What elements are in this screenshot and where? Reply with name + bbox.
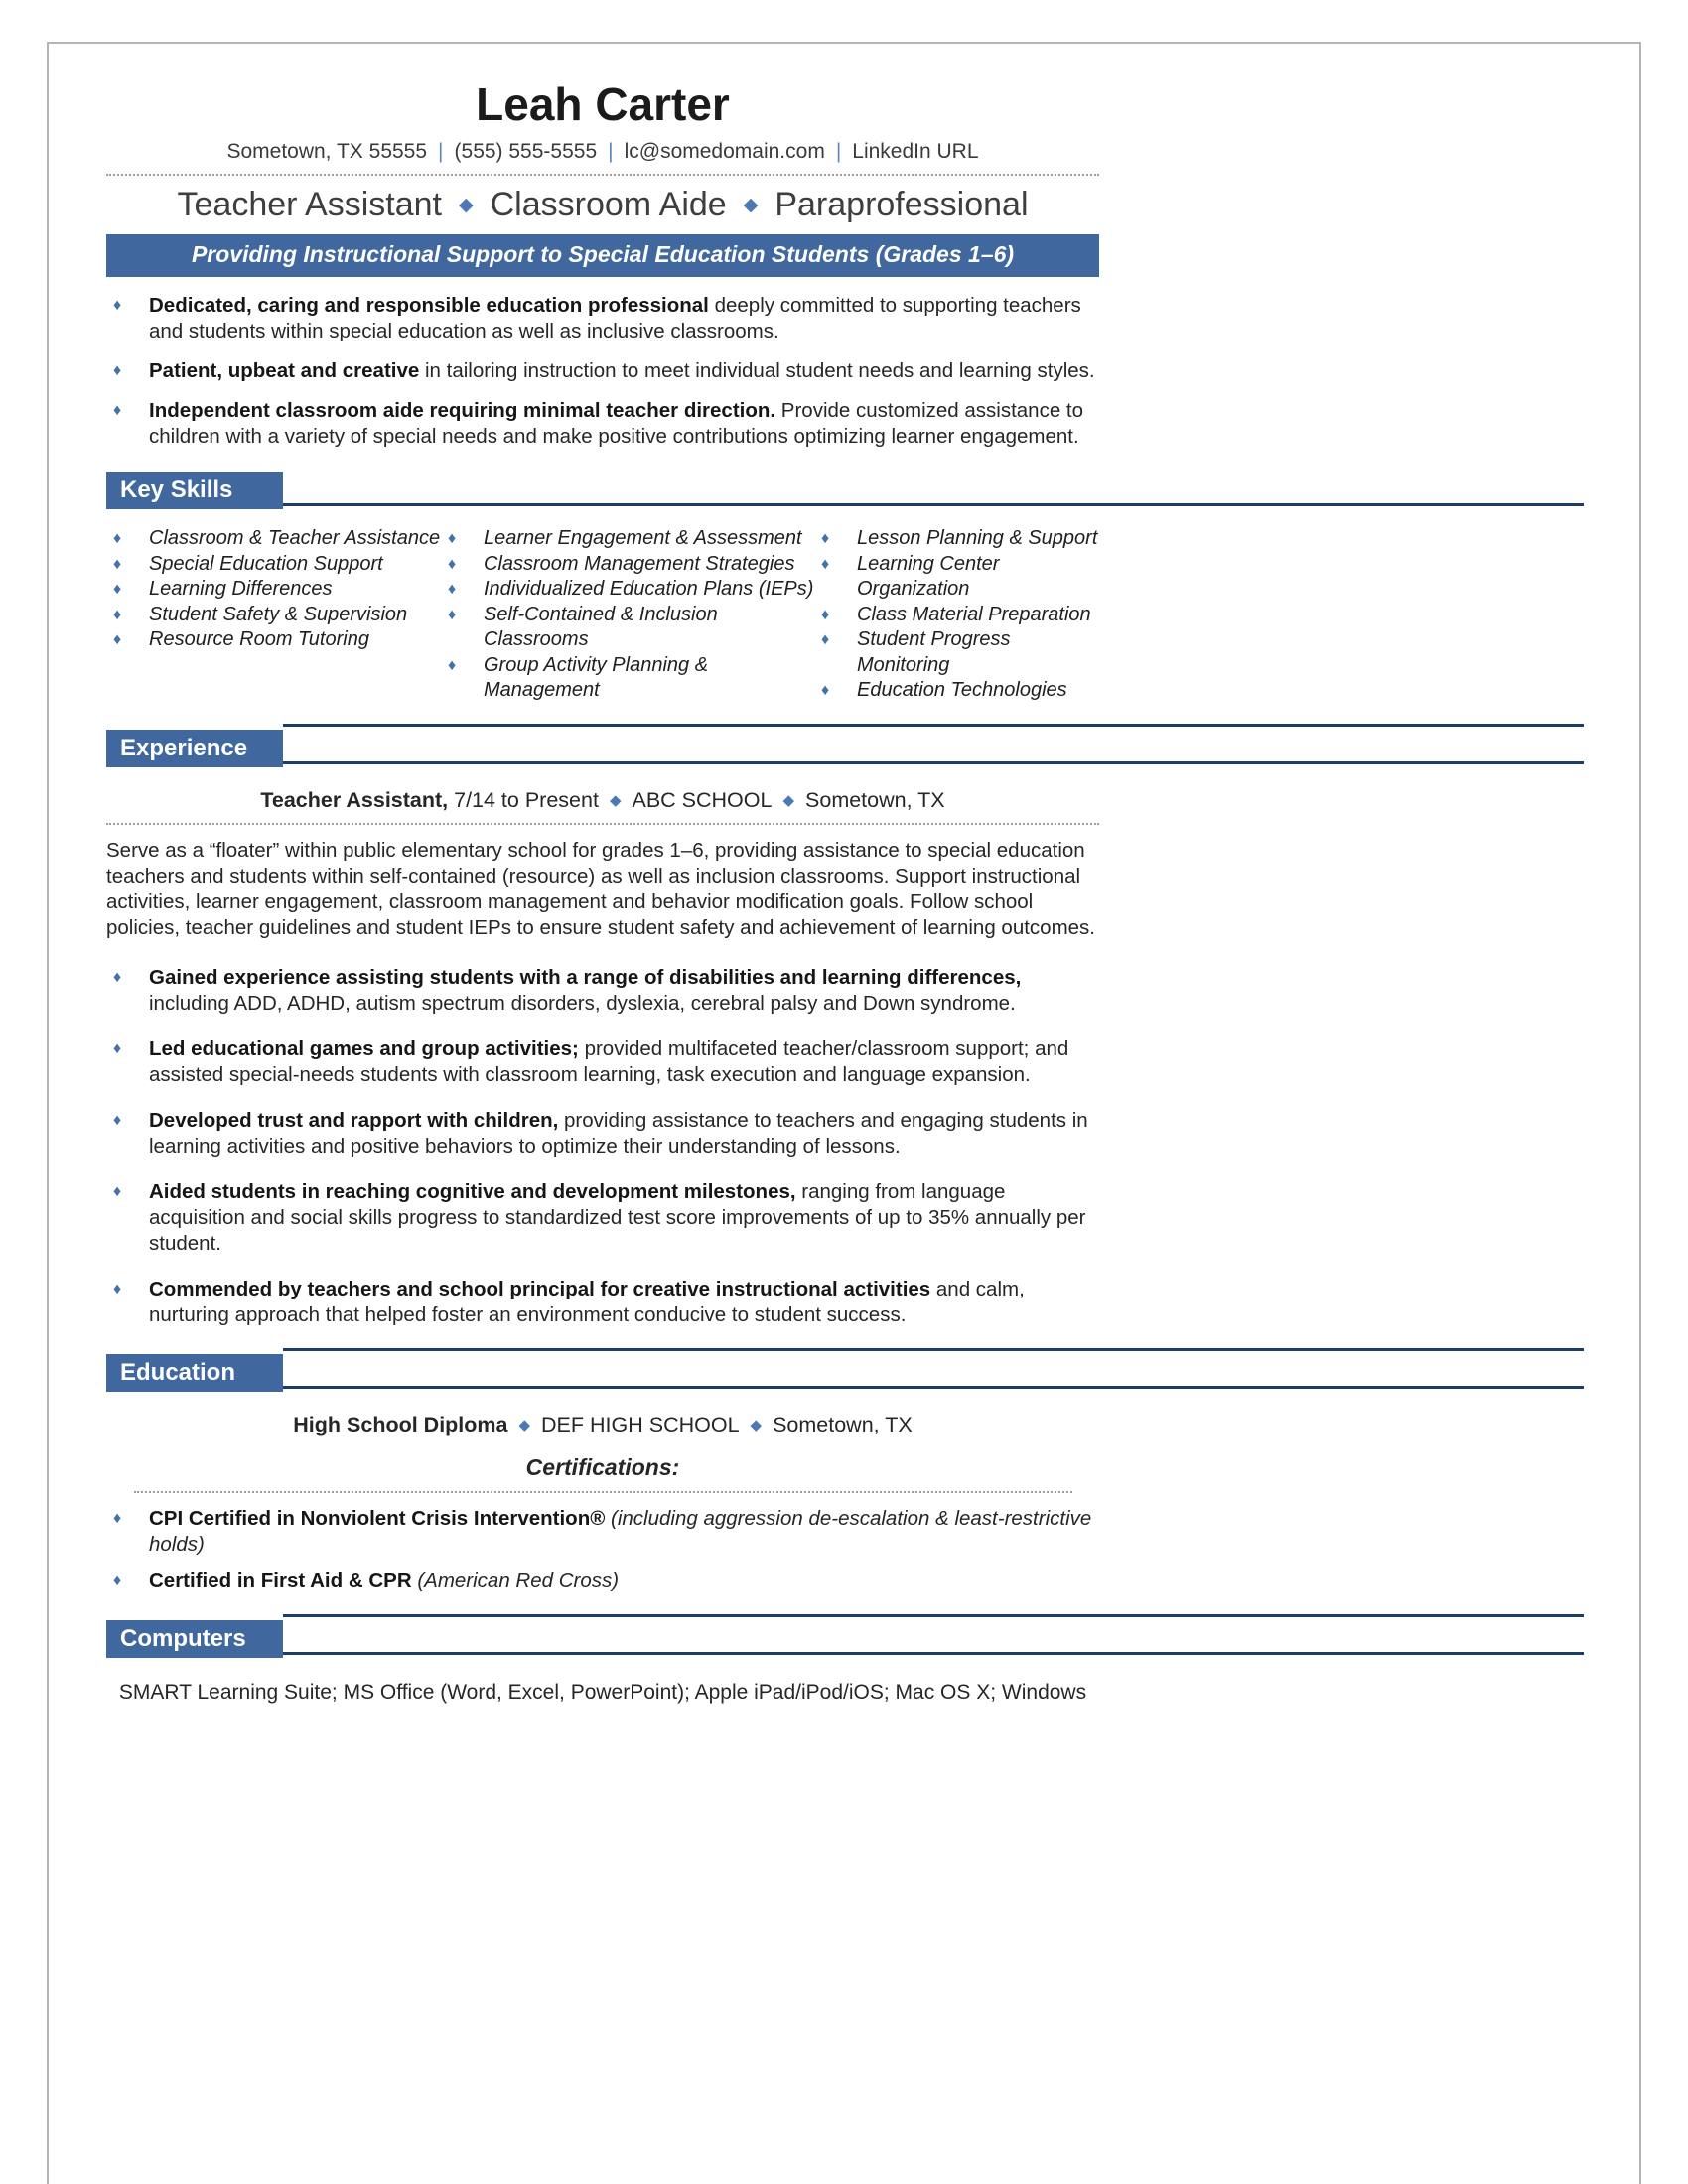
certifications-list	[106, 1506, 1099, 1594]
skill-text: Group Activity Planning & Management	[484, 653, 709, 701]
skill-item	[441, 552, 814, 578]
computer-skills-text: SMART Learning Suite; MS Office (Word, Excel, PowerPoint); Apple iPad/iPod/iOS; Mac OS X; Windows	[118, 1680, 1087, 1704]
skill-item	[814, 678, 1099, 704]
contact-email: lc@somedomain.com	[624, 140, 825, 163]
skill-item	[106, 603, 441, 628]
diamond-bullet-icon: ♦	[113, 555, 122, 573]
diamond-bullet-icon: ♦	[821, 606, 830, 623]
skill-item	[814, 552, 1099, 603]
bullet-lead: Commended by teachers and school principal for creative instructional activities	[149, 1277, 931, 1300]
contact-linkedin: LinkedIn URL	[852, 140, 979, 163]
diamond-bullet-icon: ♦	[113, 1039, 122, 1057]
bullet-lead: Patient, upbeat and creative	[149, 359, 420, 382]
bullet-lead: Dedicated, caring and responsible education professional	[149, 294, 709, 317]
diamond-separator-icon: ◆	[782, 791, 795, 809]
skill-text: Education Technologies	[857, 679, 1067, 701]
diamond-bullet-icon: ♦	[113, 606, 122, 623]
bullet-rest: and calm, nurturing approach that helped foster an environment conducive to student success.	[149, 1277, 1025, 1326]
section-header-education	[106, 1354, 1584, 1392]
skill-item	[106, 526, 441, 552]
diamond-bullet-icon: ♦	[448, 606, 457, 623]
school-location: Sometown, TX	[773, 1412, 913, 1436]
section-title-education: Education	[106, 1354, 283, 1392]
skill-text: Learner Engagement & Assessment	[484, 527, 802, 549]
experience-bullet-item	[106, 1179, 1099, 1257]
bullet-rest: including ADD, ADHD, autism spectrum disorders, dyslexia, cerebral palsy and Down syndrome.	[149, 991, 1016, 1015]
school-name: DEF HIGH SCHOOL	[541, 1412, 740, 1436]
diamond-bullet-icon: ♦	[448, 656, 457, 674]
key-skills-grid	[106, 526, 1099, 704]
skill-text: Learning Differences	[149, 578, 333, 600]
diamond-bullet-icon: ♦	[113, 1571, 122, 1589]
experience-bullet-text	[149, 965, 1099, 1017]
job-title: Teacher Assistant,	[260, 787, 449, 812]
skill-text: Class Material Preparation	[857, 603, 1091, 625]
section-rule	[283, 503, 1584, 506]
section-header-computers	[106, 1620, 1584, 1658]
diamond-bullet-icon: ♦	[821, 555, 830, 573]
pipe-separator: |	[438, 140, 444, 163]
skill-text: Student Progress Monitoring	[857, 628, 1011, 676]
header-block	[106, 77, 1099, 450]
degree-name: High School Diploma	[293, 1412, 508, 1436]
certification-name: CPI Certified in Nonviolent Crisis Intervention®	[149, 1506, 606, 1530]
diamond-bullet-icon: ♦	[113, 631, 122, 648]
skills-column-3	[814, 526, 1099, 704]
diamond-bullet-icon: ♦	[448, 530, 457, 547]
certification-item	[106, 1569, 1099, 1594]
experience-bullet-text	[149, 1108, 1099, 1160]
bullet-rest: providing assistance to teachers and engaging students in learning activities and positive behaviors to optimize their understanding of lessons.	[149, 1108, 1088, 1158]
certification-item	[106, 1506, 1099, 1558]
contact-location: Sometown, TX 55555	[226, 140, 428, 163]
skill-text: Special Education Support	[149, 552, 383, 575]
contact-phone: (555) 555-5555	[454, 140, 598, 163]
summary-bullet-text	[149, 358, 1095, 384]
bullet-rest: provided multifaceted teacher/classroom support; and assisted special-needs students with classroom learning, task execution and language expansion.	[149, 1036, 1069, 1086]
experience-bullet-item	[106, 1036, 1099, 1088]
section-divider-line	[283, 1614, 1584, 1617]
summary-bullet-item	[106, 398, 1099, 450]
skill-text: Individualized Education Plans (IEPs)	[484, 578, 814, 600]
bullet-lead: Led educational games and group activities;	[149, 1036, 579, 1060]
pipe-separator: |	[835, 140, 842, 163]
skill-item	[814, 627, 1099, 678]
candidate-name: Leah Carter	[476, 78, 730, 130]
experience-bullet-item	[106, 1277, 1099, 1328]
diamond-bullet-icon: ♦	[113, 968, 122, 986]
section-rule	[283, 761, 1584, 764]
experience-bullet-text	[149, 1036, 1099, 1088]
skill-item	[814, 526, 1099, 552]
resume-content	[106, 77, 1584, 1705]
certification-text	[149, 1506, 1099, 1558]
bullet-lead: Independent classroom aide requiring minimal teacher direction.	[149, 399, 776, 422]
experience-bullet-text	[149, 1277, 1099, 1328]
job-location: Sometown, TX	[805, 787, 945, 812]
section-header-experience	[106, 730, 1584, 767]
skill-item	[441, 577, 814, 603]
headline-role-2: Classroom Aide	[490, 186, 727, 223]
experience-bullet-text	[149, 1179, 1099, 1257]
skill-text: Learning Center Organization	[857, 552, 1000, 600]
pipe-separator: |	[608, 140, 614, 163]
diamond-separator-icon: ◆	[458, 195, 474, 215]
diamond-separator-icon: ◆	[609, 791, 622, 809]
tagline-banner: Providing Instructional Support to Special Education Students (Grades 1–6)	[106, 234, 1099, 277]
section-rule	[283, 1386, 1584, 1389]
summary-bullet-item	[106, 293, 1099, 344]
experience-bullet-list	[106, 965, 1099, 1328]
diamond-bullet-icon: ♦	[113, 581, 122, 598]
skill-text: Resource Room Tutoring	[149, 628, 369, 650]
dotted-divider	[106, 822, 1099, 825]
diamond-bullet-icon: ♦	[113, 530, 122, 547]
diamond-bullet-icon: ♦	[448, 581, 457, 598]
job-title-line	[106, 788, 1099, 813]
section-divider-line	[283, 1348, 1584, 1351]
job-company: ABC SCHOOL	[632, 787, 773, 812]
skill-item	[441, 603, 814, 653]
skill-item	[814, 603, 1099, 628]
section-header-key-skills	[106, 472, 1584, 509]
skill-item	[441, 526, 814, 552]
bullet-lead: Gained experience assisting students with a range of disabilities and learning differences,	[149, 965, 1022, 989]
section-title-key-skills: Key Skills	[106, 472, 283, 509]
skill-text: Lesson Planning & Support	[857, 527, 1098, 549]
bullet-rest: deeply committed to supporting teachers and students within special education as well as inclusive classrooms.	[149, 294, 1081, 342]
certifications-title: Certifications:	[525, 1453, 680, 1480]
diamond-bullet-icon: ♦	[113, 1509, 122, 1527]
dotted-divider	[134, 1490, 1072, 1493]
skills-column-1	[106, 526, 441, 704]
diamond-separator-icon: ◆	[743, 195, 759, 215]
skill-item	[106, 577, 441, 603]
section-title-computers: Computers	[106, 1620, 283, 1658]
bullet-rest: Provide customized assistance to children with a variety of special needs and make positive contributions optimizing learner engagement.	[149, 399, 1084, 448]
experience-bullet-item	[106, 965, 1099, 1017]
skill-text: Classroom Management Strategies	[484, 552, 795, 575]
skill-text: Student Safety & Supervision	[149, 603, 408, 625]
dotted-divider	[106, 173, 1099, 176]
certification-text	[149, 1569, 619, 1594]
section-rule	[283, 1652, 1584, 1655]
diamond-bullet-icon: ♦	[113, 402, 122, 419]
summary-bullet-text	[149, 398, 1099, 450]
job-summary-paragraph: Serve as a “floater” within public elementary school for grades 1–6, providing assistance to special education teachers and students within self-contained (resource) as well as inclusion classrooms. Support instructional activities, learner engagement, classroom management and behavior modification goals. Follow school policies, teacher guidelines and student IEPs to ensure student safety and achievement of learning outcomes.	[106, 838, 1096, 939]
diamond-separator-icon: ◆	[750, 1416, 763, 1433]
diamond-bullet-icon: ♦	[113, 1280, 122, 1297]
headline-role-1: Teacher Assistant	[177, 186, 442, 223]
diamond-bullet-icon: ♦	[821, 631, 830, 648]
contact-line	[106, 140, 1099, 164]
summary-list	[106, 293, 1099, 450]
bullet-rest: ranging from language acquisition and social skills progress to standardized test score improvements of up to 35% annually per student.	[149, 1179, 1086, 1255]
skill-text: Self-Contained & Inclusion Classrooms	[484, 603, 718, 650]
education-degree-line	[106, 1413, 1099, 1437]
skill-item	[106, 627, 441, 653]
diamond-bullet-icon: ♦	[821, 682, 830, 699]
diamond-bullet-icon: ♦	[113, 1111, 122, 1129]
diamond-bullet-icon: ♦	[448, 555, 457, 573]
summary-bullet-item	[106, 358, 1099, 384]
skill-item	[106, 552, 441, 578]
skill-item	[441, 653, 814, 704]
certification-note: (including aggression de-escalation & least-restrictive holds)	[149, 1506, 1092, 1556]
diamond-bullet-icon: ♦	[821, 530, 830, 547]
job-dates: 7/14 to Present	[448, 787, 599, 812]
headline-role-3: Paraprofessional	[774, 186, 1029, 223]
section-divider-line	[283, 724, 1584, 727]
diamond-bullet-icon: ♦	[113, 1182, 122, 1200]
experience-bullet-item	[106, 1108, 1099, 1160]
section-title-experience: Experience	[106, 730, 283, 767]
diamond-separator-icon: ◆	[518, 1416, 531, 1433]
skill-text: Classroom & Teacher Assistance	[149, 527, 441, 549]
certification-note: (American Red Cross)	[411, 1569, 620, 1592]
bullet-rest: in tailoring instruction to meet individual student needs and learning styles.	[419, 359, 1095, 382]
diamond-bullet-icon: ♦	[113, 297, 122, 314]
summary-bullet-text	[149, 293, 1099, 344]
headline-roles	[106, 186, 1099, 224]
skills-column-2	[441, 526, 814, 704]
bullet-lead: Developed trust and rapport with children,	[149, 1108, 559, 1132]
diamond-bullet-icon: ♦	[113, 362, 122, 379]
certification-name: Certified in First Aid & CPR	[149, 1569, 412, 1592]
bullet-lead: Aided students in reaching cognitive and development milestones,	[149, 1179, 796, 1203]
